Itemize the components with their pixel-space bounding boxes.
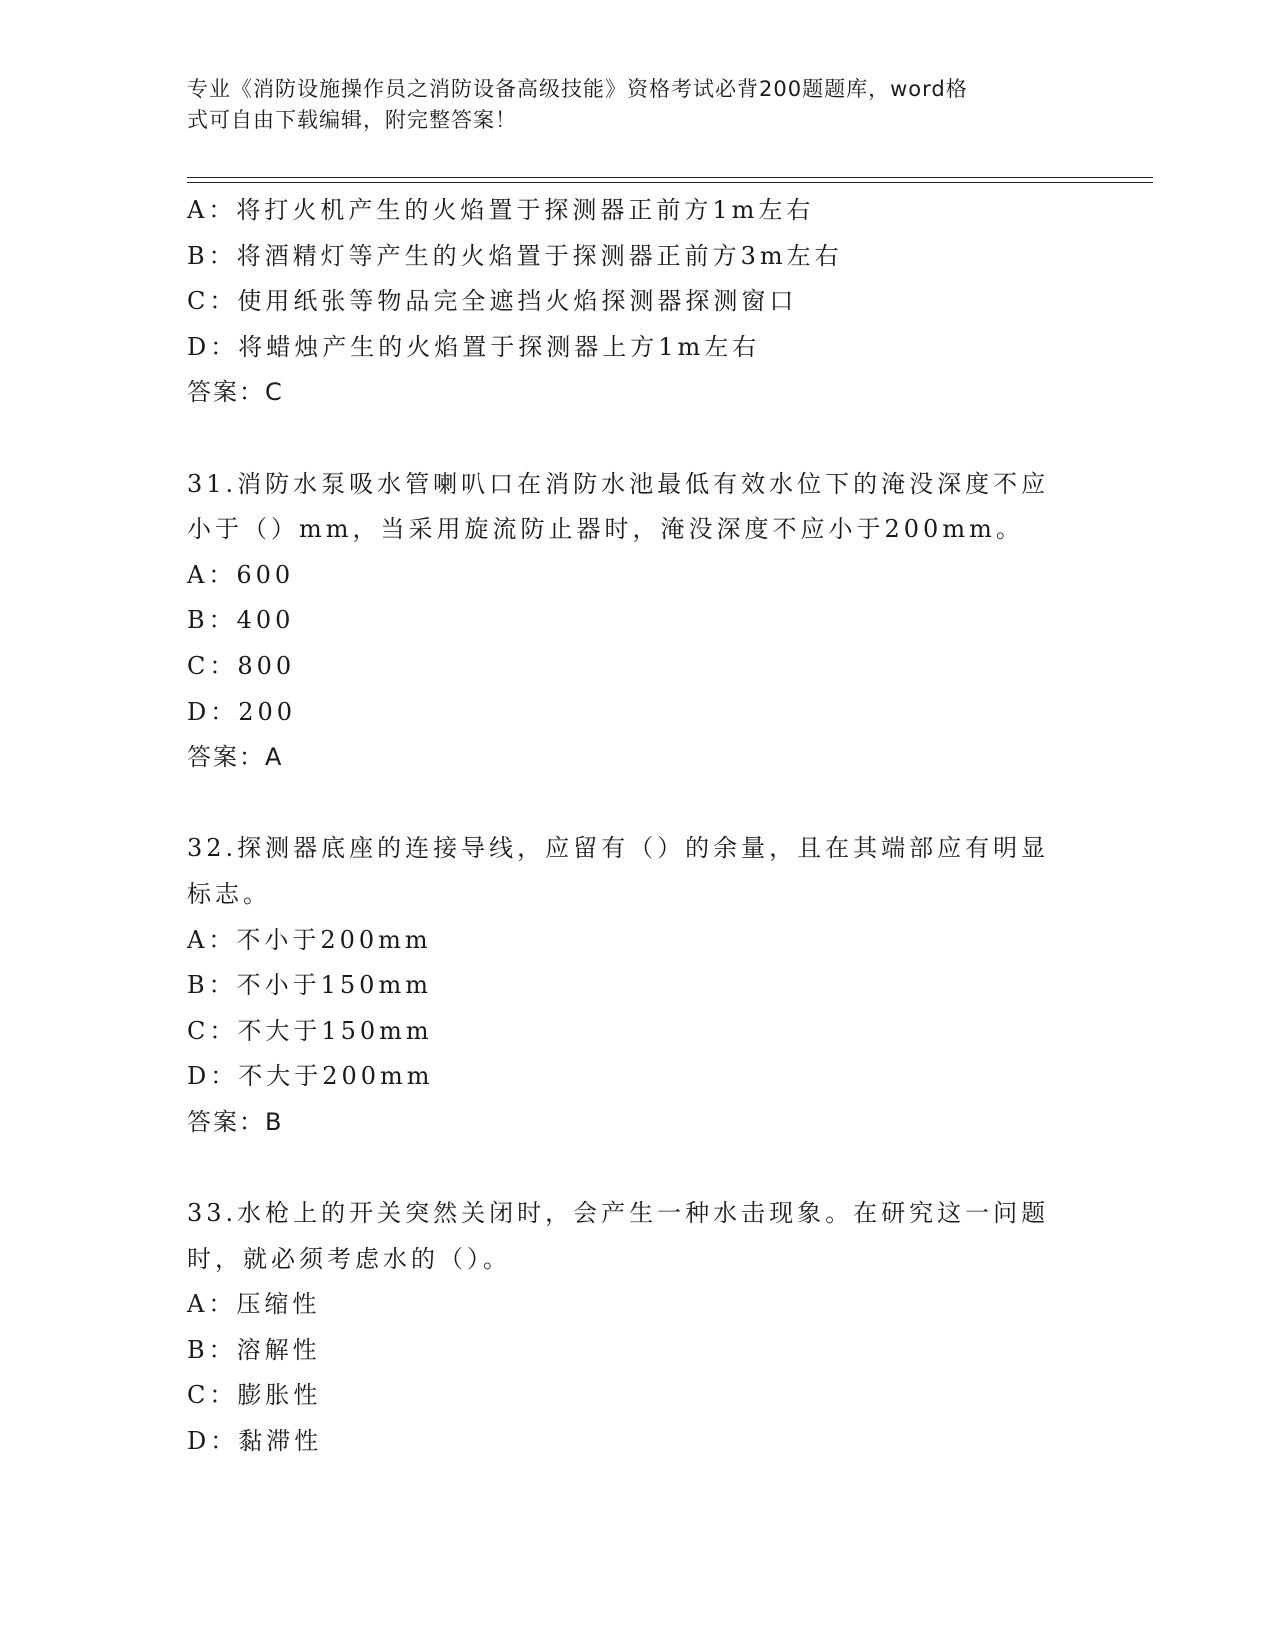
- option-d: D：将蜡烛产生的火焰置于探测器上方1m左右: [187, 332, 761, 361]
- partial-question: [187, 188, 1087, 416]
- option-c: C：不大于150mm: [187, 1016, 433, 1045]
- header-line-2: 式可自由下载编辑，附完整答案！: [187, 108, 517, 132]
- option-c: C：800: [187, 651, 296, 680]
- option-a: A：压缩性: [187, 1290, 321, 1319]
- header-divider-bottom: [187, 182, 1153, 183]
- header-divider-top: [187, 177, 1153, 178]
- question-stem-line-1: 33.水枪上的开关突然关闭时，会产生一种水击现象。在研究这一问题: [187, 1199, 1050, 1228]
- question-32: [187, 826, 1087, 1145]
- option-d: D：不大于200mm: [187, 1062, 434, 1091]
- question-33: [187, 1191, 1087, 1465]
- document-header: [187, 74, 1067, 136]
- option-b: B：不小于150mm: [187, 971, 432, 1000]
- question-content: [187, 188, 1087, 1465]
- header-line-1: 专业《消防设施操作员之消防设备高级技能》资格考试必背200题题库，word格: [187, 77, 968, 101]
- question-31: [187, 462, 1087, 781]
- option-a: A：不小于200mm: [187, 925, 432, 954]
- option-a: A：将打火机产生的火焰置于探测器正前方1m左右: [187, 196, 815, 224]
- question-stem-line-2: 时，就必须考虑水的（）。: [187, 1244, 511, 1273]
- option-b: B：溶解性: [187, 1335, 321, 1364]
- question-stem-line-1: 32.探测器底座的连接导线，应留有（）的余量，且在其端部应有明显: [187, 834, 1050, 863]
- option-d: D：黏滞性: [187, 1427, 323, 1456]
- option-b: B：400: [187, 606, 295, 635]
- answer-line: 答案：C: [187, 378, 284, 407]
- option-c: C：使用纸张等物品完全遮挡火焰探测器探测窗口: [187, 287, 798, 316]
- answer-line: 答案：B: [187, 1107, 284, 1136]
- question-stem-line-2: 标志。: [187, 879, 271, 908]
- option-a: A：600: [187, 560, 295, 589]
- answer-line: 答案：A: [187, 743, 284, 772]
- question-stem-line-2: 小于（）mm，当采用旋流防止器时，淹没深度不应小于200mm。: [187, 515, 1024, 544]
- option-d: D：200: [187, 697, 297, 726]
- option-b: B：将酒精灯等产生的火焰置于探测器正前方3m左右: [187, 241, 843, 270]
- question-stem-line-1: 31.消防水泵吸水管喇叭口在消防水池最低有效水位下的淹没深度不应: [187, 469, 1050, 498]
- option-c: C：膨胀性: [187, 1381, 322, 1410]
